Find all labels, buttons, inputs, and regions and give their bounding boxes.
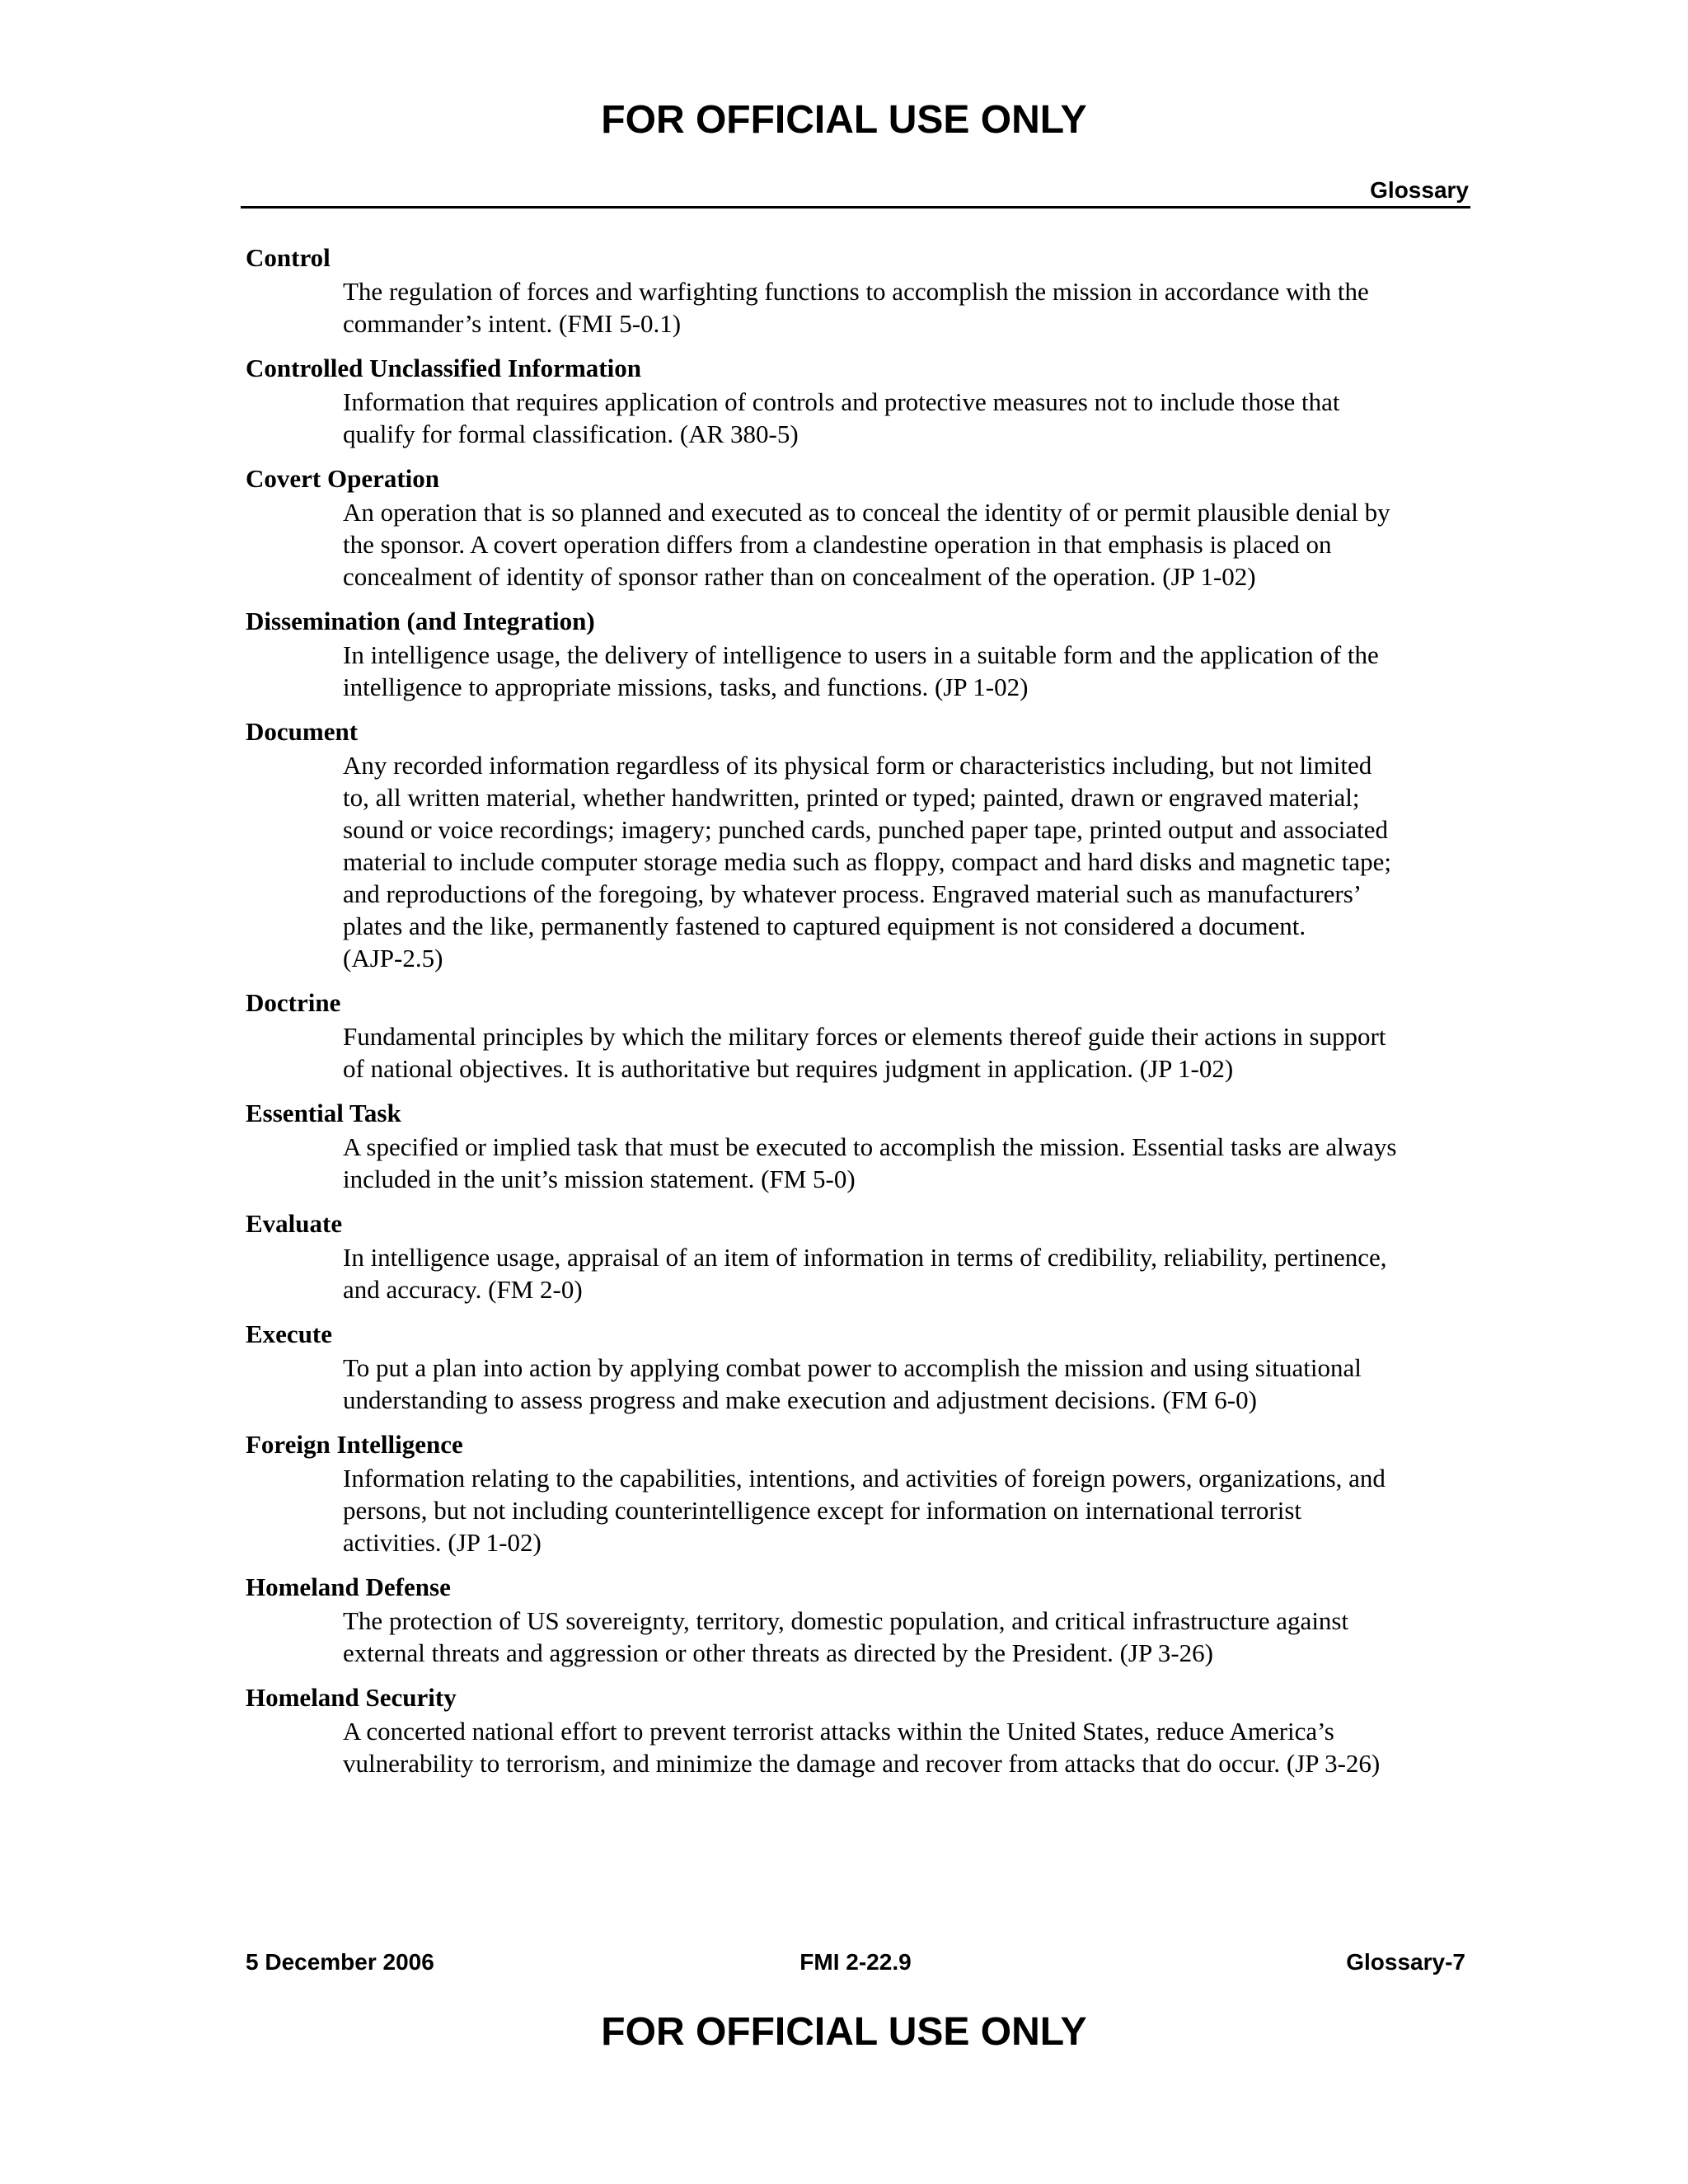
glossary-list: [246, 241, 1474, 1791]
glossary-definition: Fundamental principles by which the military forces or elements thereof guide their actions in support of national objectives. It is authoritative but requires judgment in application. (JP 1-02): [343, 1022, 1386, 1083]
glossary-definition: The protection of US sovereignty, territory, domestic population, and critical infrastructure against external threats and aggression or other threats as directed by the President. (JP 3-26): [343, 1606, 1349, 1667]
glossary-term: Foreign Intelligence: [246, 1430, 463, 1459]
footer-publication: FMI 2-22.9: [799, 1949, 912, 1975]
glossary-term: Evaluate: [246, 1209, 343, 1238]
glossary-entry-covert-operation: [246, 462, 1474, 593]
glossary-entry-controlled-unclassified-information: [246, 351, 1474, 450]
header-rule: [241, 206, 1470, 209]
glossary-definition: Information relating to the capabilities, intentions, and activities of foreign powers, organizations, and persons, but not including counterintelligence except for information on international terrorist activities. (JP 1-02): [343, 1464, 1386, 1557]
glossary-term: Essential Task: [246, 1099, 401, 1127]
glossary-entry-control: [246, 241, 1474, 340]
glossary-term: Doctrine: [246, 988, 341, 1017]
glossary-definition: In intelligence usage, appraisal of an item of information in terms of credibility, reliability, pertinence, and accuracy. (FM 2-0): [343, 1243, 1387, 1304]
glossary-definition: Information that requires application of controls and protective measures not to include those that qualify for formal classification. (AR 380-5): [343, 387, 1340, 448]
glossary-entry-homeland-defense: [246, 1570, 1474, 1669]
glossary-entry-doctrine: [246, 986, 1474, 1085]
classification-banner-top: FOR OFFICIAL USE ONLY: [601, 98, 1087, 142]
glossary-entry-document: [246, 715, 1474, 974]
glossary-term: Covert Operation: [246, 464, 440, 493]
glossary-term: Dissemination (and Integration): [246, 607, 595, 635]
glossary-definition: Any recorded information regardless of its physical form or characteristics including, but not limited to, all written material, whether handwritten, printed or typed; painted, drawn or engraved material; sound or voice recordings; imagery; punched cards, punched paper tape, printed output and associated material to include computer storage media such as floppy, compact and hard disks and magnetic tape; and reproductions of the foregoing, by whatever process. Engraved material such as manufacturers’ plates and the like, permanently fastened to captured equipment is not considered a document. (AJP-2.5): [343, 751, 1392, 972]
glossary-entry-dissemination: [246, 604, 1474, 703]
glossary-entry-execute: [246, 1317, 1474, 1416]
classification-banner-bottom: FOR OFFICIAL USE ONLY: [601, 2010, 1087, 2054]
glossary-term: Homeland Security: [246, 1683, 457, 1712]
glossary-entry-evaluate: [246, 1207, 1474, 1305]
footer-page-number: Glossary-7: [1346, 1949, 1465, 1975]
glossary-term: Controlled Unclassified Information: [246, 354, 641, 382]
glossary-definition: To put a plan into action by applying combat power to accomplish the mission and using situational understanding to assess progress and make execution and adjustment decisions. (FM 6-0): [343, 1353, 1362, 1414]
glossary-term: Homeland Defense: [246, 1572, 451, 1601]
glossary-definition: An operation that is so planned and executed as to conceal the identity of or permit plausible denial by the sponsor. A covert operation differs from a clandestine operation in that emphasis is placed on concealment of identity of sponsor rather than on concealment of the operation. (JP 1-02): [343, 498, 1390, 591]
glossary-entry-homeland-security: [246, 1680, 1474, 1779]
glossary-entry-foreign-intelligence: [246, 1427, 1474, 1558]
glossary-term: Control: [246, 243, 331, 272]
glossary-term: Execute: [246, 1319, 333, 1348]
glossary-definition: The regulation of forces and warfighting functions to accomplish the mission in accordance with the commander’s intent. (FMI 5-0.1): [343, 277, 1369, 338]
glossary-definition: A concerted national effort to prevent terrorist attacks within the United States, reduce America’s vulnerability to terrorism, and minimize the damage and recover from attacks that do occur. (JP 3-26): [343, 1717, 1381, 1778]
glossary-term: Document: [246, 717, 359, 746]
glossary-entry-essential-task: [246, 1096, 1474, 1195]
footer-date: 5 December 2006: [246, 1949, 434, 1975]
running-head: Glossary: [1370, 177, 1469, 203]
glossary-definition: A specified or implied task that must be executed to accomplish the mission. Essential tasks are always included in the unit’s mission statement. (FM 5-0): [343, 1132, 1397, 1193]
glossary-definition: In intelligence usage, the delivery of intelligence to users in a suitable form and the application of the intelligence to appropriate missions, tasks, and functions. (JP 1-02): [343, 640, 1379, 701]
